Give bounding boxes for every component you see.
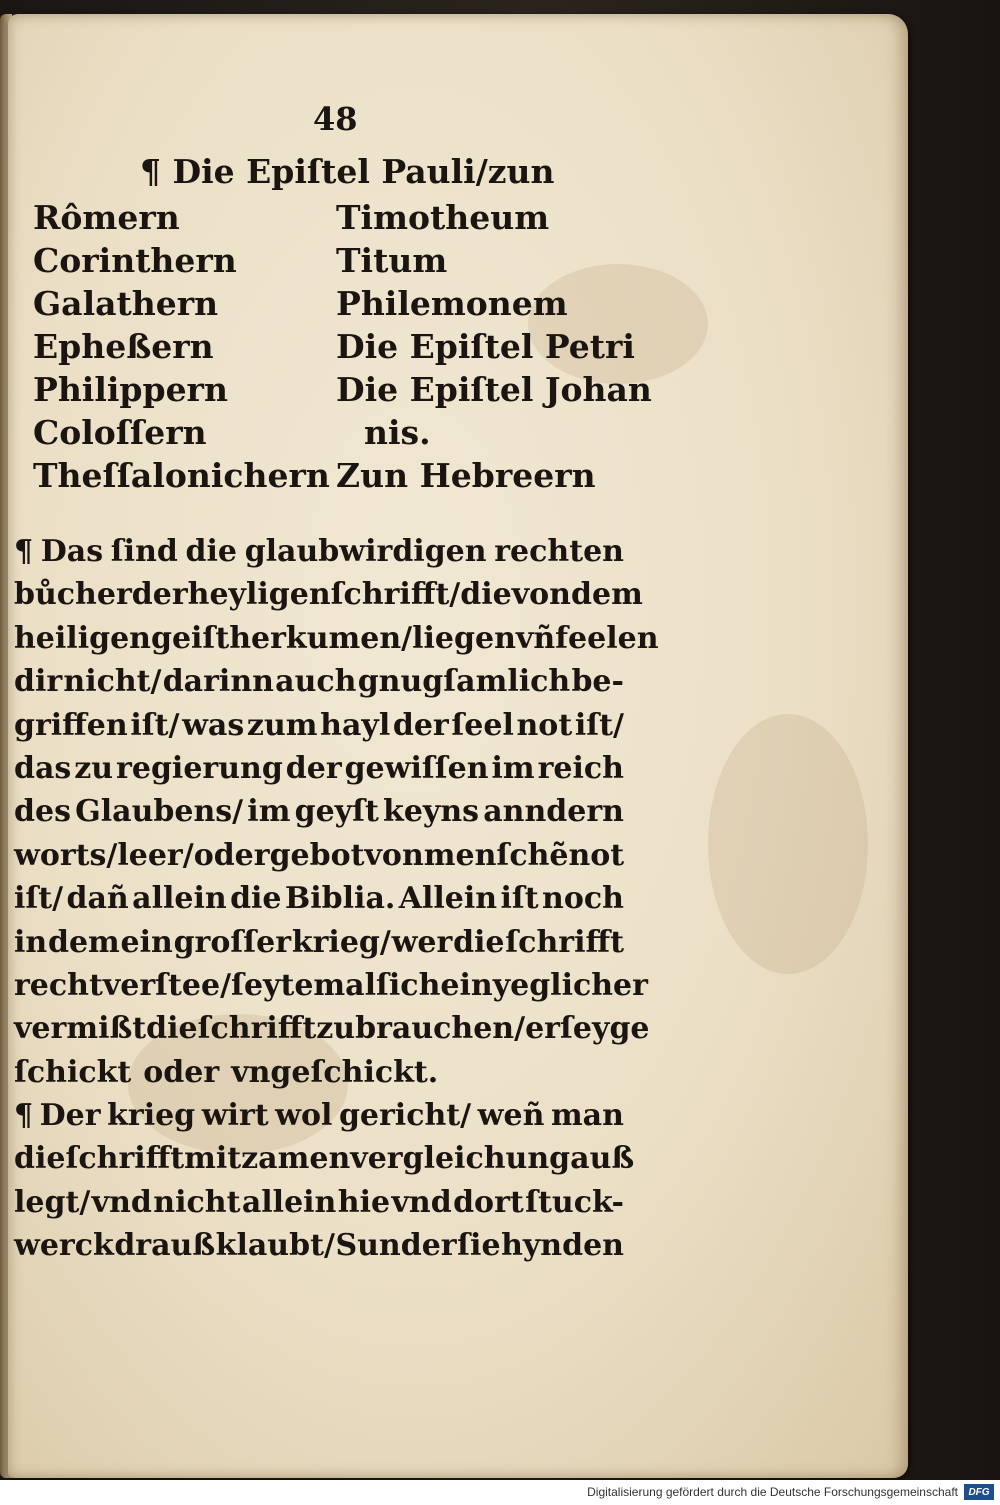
word: ¶	[14, 534, 34, 569]
word: von	[511, 577, 571, 613]
list-item: nis.	[364, 413, 431, 452]
word: oder	[193, 837, 270, 873]
word: gericht/	[338, 1098, 472, 1134]
word: ſchrifft	[65, 1141, 185, 1177]
word: allein	[241, 1184, 337, 1220]
dfg-logo: DFG	[964, 1484, 994, 1500]
word: yeglicher	[492, 967, 648, 1003]
word: ſchrifft	[197, 1011, 317, 1047]
list-item: Philemonem	[336, 284, 568, 323]
paragraph-line	[14, 921, 624, 964]
word: dort	[453, 1184, 524, 1220]
word: ſchickt	[14, 1054, 132, 1090]
paragraph-line	[14, 660, 624, 703]
word: ſeel	[451, 707, 514, 743]
word: iſt/	[14, 881, 64, 917]
word: Biblia.	[284, 881, 396, 917]
word: not	[568, 837, 625, 873]
word: Glaubens/	[75, 794, 244, 830]
word: dir	[14, 664, 63, 700]
word: ſey	[560, 1011, 610, 1047]
word: iſt/	[574, 707, 624, 743]
word: der	[392, 707, 449, 743]
word: her	[229, 620, 286, 656]
word: krieg/	[291, 924, 391, 960]
word: ſchrifft	[505, 924, 624, 960]
word: hynden	[501, 1228, 624, 1264]
word: ſchrifft/	[330, 577, 461, 613]
word: feelen	[555, 620, 659, 656]
funding-credit: Digitalisierung gefördert durch die Deutsche Forschungsgemeinschaft	[587, 1485, 958, 1499]
word: geiſt	[150, 620, 230, 656]
list-item: Epheßern	[33, 327, 214, 366]
page-heading: ¶ Die Epiſtel Pauli/zun	[140, 152, 555, 191]
word: zu	[74, 750, 114, 786]
paragraph-line	[14, 617, 659, 660]
paragraph-line	[14, 704, 624, 747]
word: des	[14, 794, 71, 830]
paragraph-line	[14, 1051, 624, 1094]
word: Allein	[398, 881, 498, 917]
word: keyns	[383, 794, 480, 830]
word: drauß	[114, 1228, 216, 1264]
word: die	[185, 534, 238, 569]
paragraph-line	[14, 530, 624, 573]
word: heiligen	[14, 620, 151, 656]
word: vñ	[515, 620, 556, 656]
word: reich	[537, 750, 624, 786]
paragraph-line	[14, 877, 624, 920]
word: ein	[440, 967, 493, 1003]
word: die	[146, 1011, 198, 1047]
list-item: Corinthern	[33, 241, 237, 280]
word: mit	[184, 1141, 242, 1177]
word: die	[230, 881, 282, 917]
word: nicht/	[63, 664, 162, 700]
word: legt/	[14, 1184, 91, 1220]
word: Sunder	[335, 1228, 457, 1264]
word: krieg	[107, 1098, 196, 1134]
word: ſich	[376, 967, 441, 1003]
word: die	[460, 577, 512, 613]
word: ſtuck-	[525, 1184, 624, 1220]
word: der	[131, 577, 188, 613]
word: von	[364, 837, 424, 873]
paragraph-line	[14, 1007, 650, 1050]
word: darinn	[162, 664, 274, 700]
left-column-list	[33, 196, 330, 497]
word: bůcher	[14, 577, 132, 613]
word: hayl	[320, 707, 391, 743]
word: noch	[542, 881, 624, 917]
word: Der	[39, 1098, 101, 1134]
list-item: Zun Hebreern	[336, 456, 596, 495]
paragraph-line	[14, 964, 648, 1007]
word: ein	[120, 924, 173, 960]
word: griffen	[14, 707, 128, 743]
word: ſie	[457, 1228, 501, 1264]
word: anndern	[483, 794, 624, 830]
word: hie	[337, 1184, 391, 1220]
word: vnd	[391, 1184, 452, 1220]
word: vergleichung	[350, 1141, 571, 1177]
word: oder	[143, 1054, 220, 1090]
paragraph-line	[14, 1094, 624, 1137]
word: not	[516, 707, 573, 743]
word: wer	[391, 924, 453, 960]
word: rechten	[494, 534, 624, 569]
word: be-	[571, 664, 624, 700]
paragraph-line	[14, 834, 624, 877]
list-item: Rômern	[33, 198, 180, 237]
word: menſchẽ	[423, 837, 569, 873]
word: iſt/	[130, 707, 180, 743]
word: geyſt	[294, 794, 379, 830]
word: regierung	[116, 750, 283, 786]
word: werck	[14, 1228, 114, 1264]
word: man	[550, 1098, 624, 1134]
word: kumen/	[285, 620, 413, 656]
word: er	[525, 1011, 560, 1047]
word: glaubwirdigen	[244, 534, 487, 569]
body-paragraphs	[14, 530, 659, 1268]
word: gebot	[269, 837, 365, 873]
word: in	[14, 924, 48, 960]
paragraph-line	[14, 790, 624, 833]
paragraph-line	[14, 747, 624, 790]
word: was	[182, 707, 245, 743]
word: heyligen	[187, 577, 331, 613]
word: klaubt/	[215, 1228, 335, 1264]
list-item: Timotheum	[336, 198, 550, 237]
word: ge	[609, 1011, 650, 1047]
word: Das	[40, 534, 104, 569]
word: worts/leer/	[14, 837, 194, 873]
paragraph-line	[14, 1181, 624, 1224]
word: ſind	[110, 534, 178, 569]
page-number: 48	[313, 100, 358, 138]
list-item: Coloſſern	[33, 413, 207, 452]
word: auß	[570, 1141, 635, 1177]
word: recht	[14, 967, 103, 1003]
word: zamen	[241, 1141, 351, 1177]
list-item: Philippern	[33, 370, 228, 409]
word: im	[491, 750, 535, 786]
word: die	[14, 1141, 66, 1177]
word: auch	[275, 664, 357, 700]
paragraph-line	[14, 1224, 624, 1267]
word: iſt	[500, 881, 539, 917]
right-column-list	[336, 196, 652, 497]
word: allein	[132, 881, 227, 917]
paragraph-line	[14, 1137, 635, 1180]
word: nicht	[153, 1184, 241, 1220]
word: ſeytemal	[231, 967, 376, 1003]
word: gewiſſen	[344, 750, 489, 786]
list-item: Titum	[336, 241, 448, 280]
paragraph-line	[14, 573, 643, 616]
word: gnugſamlich	[357, 664, 571, 700]
word: zum	[246, 707, 318, 743]
word: vngeſchickt.	[231, 1054, 439, 1090]
word: dem	[47, 924, 120, 960]
word: das	[14, 750, 72, 786]
list-item: Die Epiſtel Johan	[336, 370, 652, 409]
word: vnd	[91, 1184, 152, 1220]
list-item: Galathern	[33, 284, 219, 323]
list-item: Theſſalonichern	[33, 456, 330, 495]
word: vermißt	[14, 1011, 147, 1047]
word: groſſer	[173, 924, 292, 960]
word: liegen	[412, 620, 516, 656]
list-item: Die Epiſtel Petri	[336, 327, 635, 366]
word: der	[285, 750, 342, 786]
word: zubrauchen/	[316, 1011, 526, 1047]
word: weñ	[477, 1098, 545, 1134]
word: ¶	[14, 1098, 34, 1134]
word: dañ	[66, 881, 129, 917]
word: im	[247, 794, 291, 830]
word: verſtee/	[102, 967, 232, 1003]
word: die	[453, 924, 505, 960]
word: wirt	[201, 1098, 269, 1134]
word: wol	[275, 1098, 333, 1134]
word: dem	[571, 577, 643, 613]
paper-stain	[708, 714, 868, 974]
